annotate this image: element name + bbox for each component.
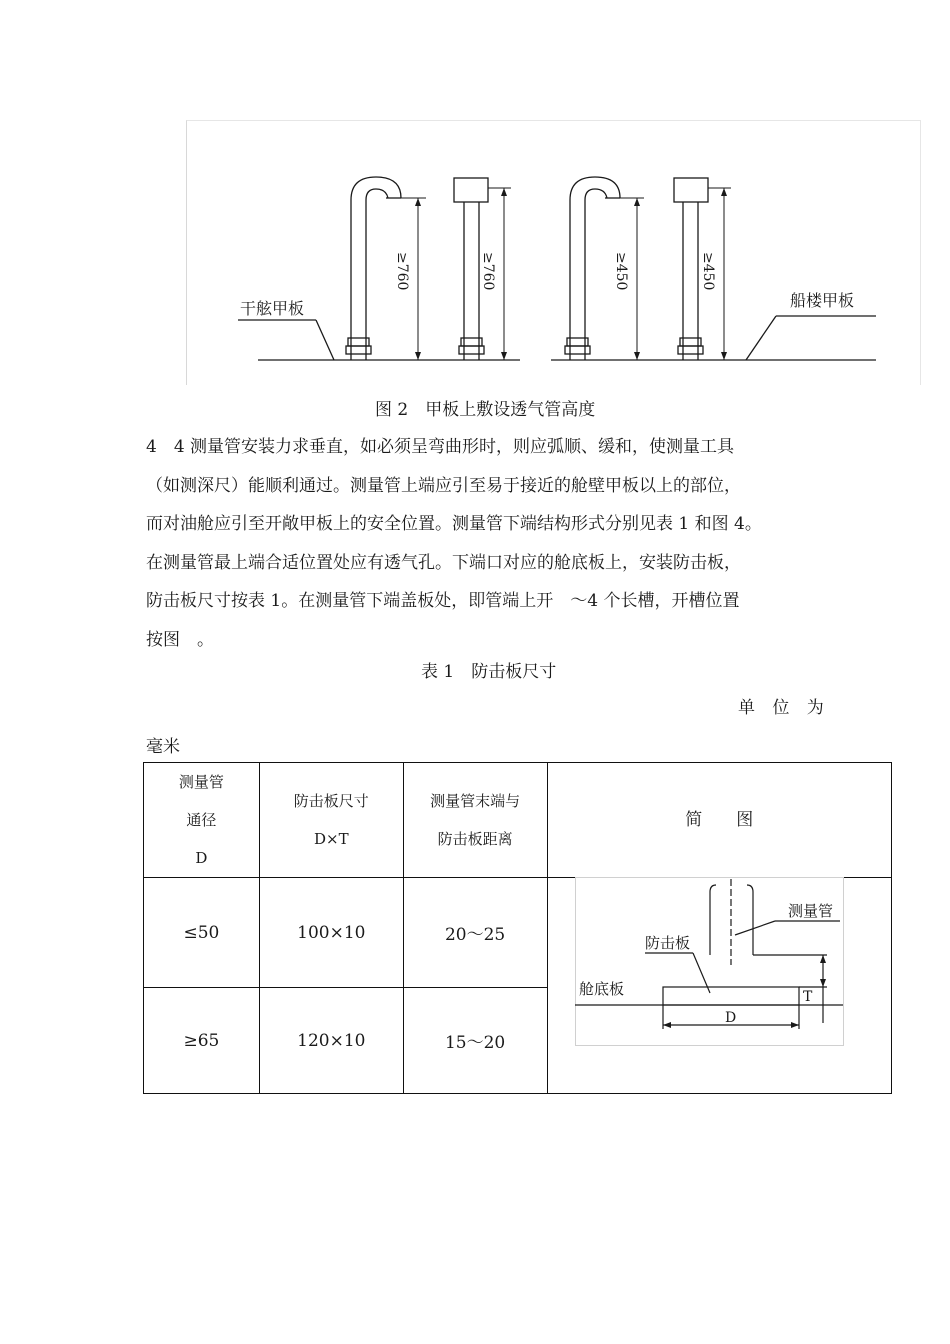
sketch-cell: [547, 878, 892, 1094]
height-dimension-3: ≥450: [613, 252, 629, 291]
paragraph-line: 4 4 测量管安装力求垂直，如必须呈弯曲形时，则应弧顺、缓和，使测量工具: [146, 437, 735, 457]
sketch-drawing: [575, 877, 845, 1047]
header-text: 测量管末端与: [430, 792, 521, 810]
header-text: 测量管: [178, 773, 224, 791]
paragraph-line: 在测量管最上端合适位置处应有透气孔。下端口对应的舱底板上，安装防击板，: [146, 552, 741, 573]
header-text: 通径: [186, 811, 217, 829]
anti-impact-plate: [663, 987, 799, 1005]
figure-2-caption: 图 2 甲板上敷设透气管高度: [375, 400, 596, 420]
deck-label-right: 船楼甲板: [790, 291, 855, 310]
header-pipe-diameter: [144, 763, 260, 878]
paragraph-line: 按图 。: [146, 629, 214, 650]
table-row: [144, 878, 892, 988]
section-4-4-paragraph: [146, 428, 810, 659]
gooseneck-pipe-1: [346, 177, 401, 360]
header-text: 防击板距离: [437, 830, 513, 848]
unit-label-cont: 毫米: [146, 737, 180, 757]
table-header-row: [144, 763, 892, 878]
header-sketch: 简 图: [547, 763, 892, 878]
cell-distance: 15～20: [403, 988, 547, 1094]
sketch-label-pipe: 测量管: [787, 902, 833, 920]
sketch-label-t: T: [802, 989, 812, 1005]
paragraph-line: 而对油舱应引至开敞甲板上的安全位置。测量管下端结构形式分别见表 1 和图 4。: [146, 514, 762, 534]
cell-diameter: ≤50: [144, 878, 260, 988]
cell-size: 100×10: [259, 878, 403, 988]
height-dimension-1: ≥760: [394, 252, 410, 291]
header-text: D: [195, 849, 208, 867]
height-dimension-4: ≥450: [700, 252, 716, 291]
header-plate-size: [259, 763, 403, 878]
header-text: 防击板尺寸: [293, 792, 369, 810]
cell-diameter: ≥65: [144, 988, 260, 1094]
height-dimension-2: ≥760: [480, 252, 496, 291]
header-text: D×T: [313, 830, 349, 848]
anti-impact-plate-table: [143, 762, 892, 1094]
table-1-caption: 表 1 防击板尺寸: [421, 662, 557, 682]
paragraph-line: （如测深尺）能顺利通过。测量管上端应引至易于接近的舱壁甲板以上的部位，: [146, 475, 741, 496]
sketch-label-bottom: 舱底板: [578, 980, 624, 998]
deck-label-left: 干舷甲板: [240, 299, 305, 318]
sketch-label-d: D: [724, 1010, 736, 1026]
figure-2-drawing: [186, 120, 919, 384]
unit-label: 单 位 为: [738, 698, 830, 718]
sketch-label-plate: 防击板: [644, 934, 690, 952]
cell-size: 120×10: [259, 988, 403, 1094]
header-distance: [403, 763, 547, 878]
paragraph-line: 防击板尺寸按表 1。在测量管下端盖板处，即管端上开 ～4 个长槽，开槽位置: [146, 591, 740, 611]
gooseneck-pipe-3: [565, 177, 620, 360]
cell-distance: 20～25: [403, 878, 547, 988]
